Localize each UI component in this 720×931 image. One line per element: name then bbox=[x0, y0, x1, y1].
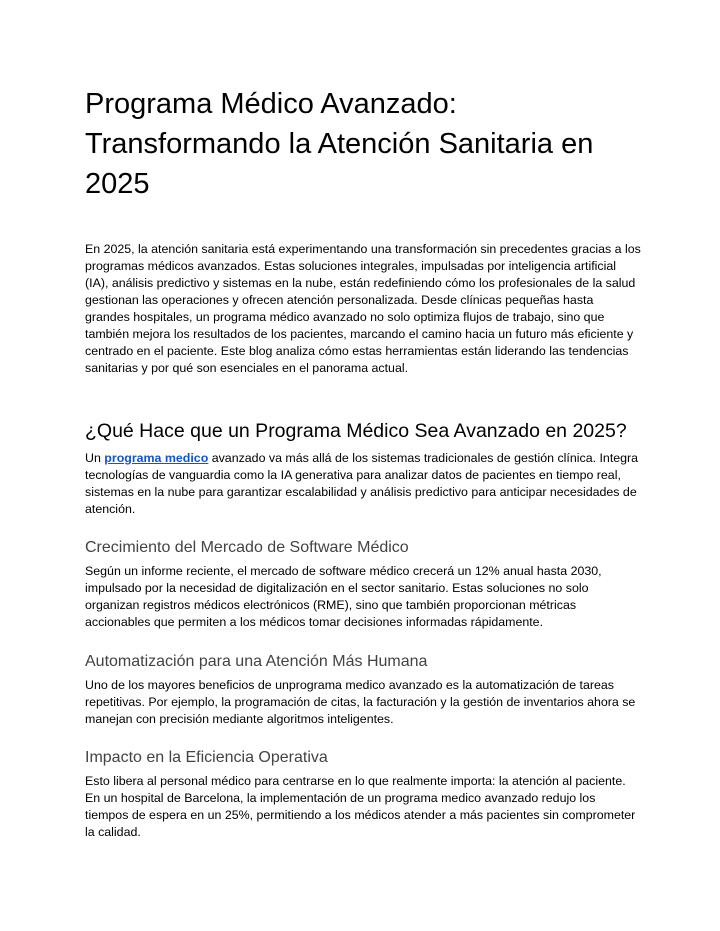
paragraph-automation: Uno de los mayores beneficios de unprograma medico avanzado es la automatización de tareas repetitivas. Por ejemplo, la programación de citas, la facturación y la gestión de inventarios ahora se manejan con precisión mediante algoritmos inteligentes. bbox=[85, 678, 636, 726]
paragraph-market-growth: Según un informe reciente, el mercado de software médico crecerá un 12% anual hasta 2030, impulsado por la necesidad de digitalización en el sector sanitario. Estas soluciones no solo organizan registros médicos electrónicos (RME), sino que también proporcionan métricas accionables que permiten a los médicos tomar decisiones informadas rápidamente. bbox=[85, 564, 602, 629]
subheading-operational-efficiency: Impacto en la Eficiencia Operativa bbox=[85, 749, 328, 766]
subheading-market-growth: Crecimiento del Mercado de Software Médico bbox=[85, 539, 409, 556]
paragraph-text: Un bbox=[85, 451, 105, 465]
subheading-automation: Automatización para una Atención Más Humana bbox=[85, 653, 428, 670]
paragraph-operational-efficiency: Esto libera al personal médico para centrarse en lo que realmente importa: la atención al paciente. En un hospital de Barcelona, la implementación de un programa medico avanzado redujo los tiempos de espera en un 25%, permitiendo a los médicos atender a más pacientes sin comprometer la calidad. bbox=[85, 774, 636, 839]
intro-paragraph: En 2025, la atención sanitaria está experimentando una transformación sin precedentes gracias a los programas médicos avanzados. Estas soluciones integrales, impulsadas por inteligencia artificial (IA), análisis predictivo y sistemas en la nube, están redefiniendo cómo los profesionales de la salud gestionan las operaciones y ofrecen atención personalizada. Desde clínicas pequeñas hasta grandes hospitales, un programa médico avanzado no solo optimiza flujos de trabajo, sino que también mejora los resultados de los pacientes, marcando el camino hacia un futuro más eficiente y centrado en el paciente. Este blog analiza cómo estas herramientas están liderando las tendencias sanitarias y por qué son esenciales en el panorama actual. bbox=[85, 242, 641, 375]
section-heading-advanced-program: ¿Qué Hace que un Programa Médico Sea Avanzado en 2025? bbox=[85, 420, 627, 442]
paragraph-text: avanzado va más allá de los sistemas tradicionales de gestión clínica. Integra tecnologías de vanguardia como la IA generativa para analizar datos de pacientes en tiempo real, sistemas en la nube para garantizar escalabilidad y análisis predictivo para anticipar necesidades de atención. bbox=[85, 451, 639, 516]
programa-medico-link[interactable]: programa medico bbox=[104, 451, 209, 465]
section-paragraph-advanced-program bbox=[85, 450, 641, 518]
page-title: Programa Médico Avanzado: Transformando la Atención Sanitaria en 2025 bbox=[85, 88, 594, 200]
